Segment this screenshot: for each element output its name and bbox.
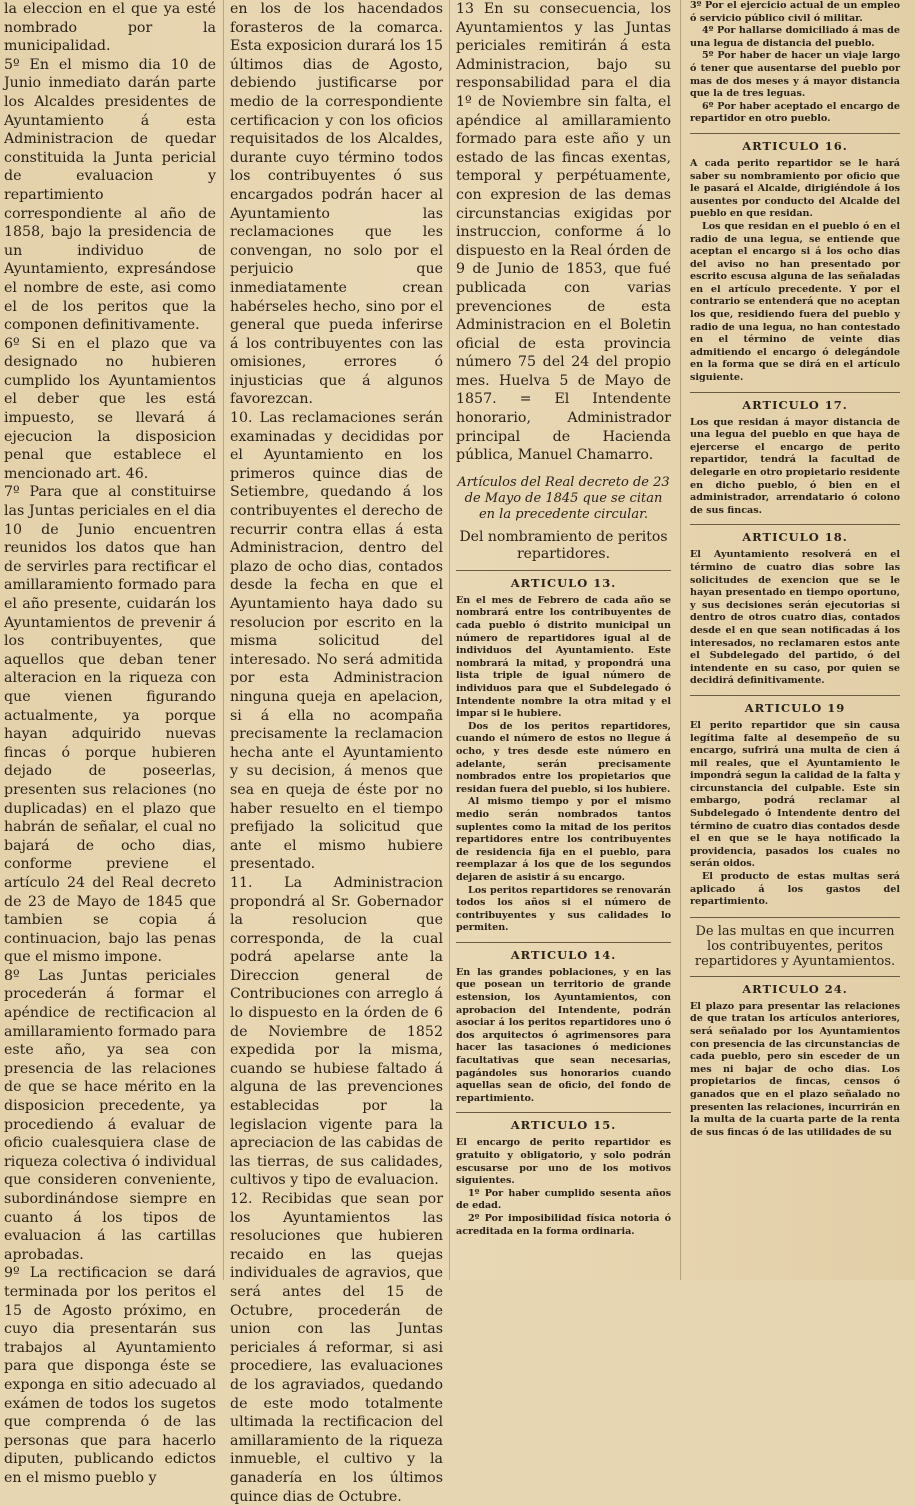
paragraph: Dos de los peritos repartidores, cuando el número de estos no llegue á ocho, y tres desde este número en adelante, serán precisamente nombrados entre los propietarios que residan fuera del pueblo, si los hubiere. — [456, 720, 671, 795]
article-heading: ARTICULO 17. — [690, 392, 900, 412]
paragraph: 2º Por imposibilidad física notoria ó acreditada en la forma ordinaria. — [456, 1212, 671, 1237]
paragraph: 5º En el mismo dia 10 de Junio inmediato darán parte los Alcaldes presidentes de Ayuntamiento á esta Administracion de quedar constituida la Junta pericial de evaluacion y repartimiento correspondiente al año de 1858, bajo la presidencia de un individuo de Ayuntamiento, expresándose el nombre de este, asi como el de los peritos que la componen definitivamente. — [4, 56, 216, 334]
column-rule — [449, 0, 450, 1280]
paragraph: Los que residan en el pueblo ó en el radio de una legua, se entiende que aceptan el encargo si á los ocho dias del aviso no han presentado por escrito escusa alguna de las señaladas en el artículo precedente. Y por el contrario se entenderá que no aceptan los que, residiendo fuera del pueblo y radio de una legua, no han contestado en el término de veinte dias admitiendo el encargo ó delegándole en la forma que se dirá en el artículo siguiente. — [690, 220, 900, 384]
paragraph: El encargo de perito repartidor es gratuito y obligatorio, y solo podrán escusarse por uno de los motivos siguientes. — [456, 1137, 671, 1187]
paragraph: 1º Por haber cumplido sesenta años de edad. — [456, 1187, 671, 1212]
column-rule — [680, 0, 681, 1280]
paragraph: 6º Por haber aceptado el encargo de repartidor en otro pueblo. — [690, 100, 900, 125]
paragraph: Los que residan á mayor distancia de una legua del pueblo en que haya de ejercerse el encargo de perito repartidor, tendrá la facultad de delegarle en otro propietario residente en dicho pueblo, ó bien en el administrador, arrendatario ó colono de sus fincas. — [690, 416, 900, 516]
column-1 — [4, 0, 216, 1488]
paragraph: 7º Para que al constituirse las Juntas periciales en el dia 10 de Junio encuentren reunidos los datos que han de servirles para rectificar el amillaramiento formado para el año presente, cuidarán los Ayuntamientos de prevenir á los contribuyentes, que aquellos que deban tener alteracion en la riqueza con que vienen figurando actualmente, ya porque hayan adquirido nuevas fincas ó porque hubieren dejado de poseerlas, presenten sus relaciones (no duplicadas) en el plazo que habrán de señalar, el cual no bajará de ocho dias, conforme previene el artículo 24 del Real decreto de 23 de Mayo de 1845 que tambien se copia á continuacion, bajo las penas que el mismo impone. — [4, 484, 216, 966]
paragraph: Los peritos repartidores se renovarán todos los años si el número de contribuyentes y sus calidades lo permiten. — [456, 884, 671, 934]
paragraph: El Ayuntamiento resolverá en el término de cuatro dias sobre las solicitudes de exencion que se le hayan presentado en tiempo oportuno, y sus decisiones serán ejecutorias si dentro de otros cuatro dias, contados desde el en que sean notificadas á los interesados, no reclamaren estos ante el Subdelegado del partido, ó del intendente en su caso, por quien se decidirá definitivamente. — [690, 549, 900, 687]
paragraph: 11. La Administracion propondrá al Sr. Gobernador la resolucion que corresponda, de la cual podrá apelarse ante la Direccion general de Contribuciones con arreglo á lo dispuesto en la órden de 6 de Noviembre de 1852 expedida por la misma, cuando se hubiese faltado á alguna de las prevenciones establecidas por la legislacion vigente para la apreciacion de las cabidas de las tierras, de sus calidades, cultivos y tipo de evaluacion. — [230, 874, 443, 1189]
paragraph: 5º Por haber de hacer un viaje largo ó tener que ausentarse del pueblo por mas de dos meses y á mayor distancia que la de tres leguas. — [690, 50, 900, 100]
article-heading: ARTICULO 13. — [456, 570, 671, 590]
paragraph: 10. Las reclamaciones serán examinadas y decididas por el Ayuntamiento en los primeros quince dias de Setiembre, quedando á los contribuyentes el derecho de recurrir contra ellas á esta Administracion, dentro del plazo de ocho dias, contados desde la fecha en que el Ayuntamiento haya dado su resolucion por escrito en la misma solicitud del interesado. No será admitida por esta Administracion ninguna queja en apelacion, si á ella no acompaña precisamente la reclamacion hecha ante el Ayuntamiento y su decision, á menos que sea en queja de éste por no haber resuelto en el tiempo prefijado la solicitud que ante el mismo hubiere presentado. — [230, 410, 443, 873]
article-heading: ARTICULO 24. — [690, 976, 900, 996]
paragraph: 13 En su consecuencia, los Ayuntamientos y las Juntas periciales remitirán á esta Administracion, bajo su responsabilidad para el dia 1º de Noviembre sin falta, el apéndice al amillaramiento formado para este año y un estado de las fincas exentas, temporal y perpétuamente, con expresion de las demas circunstancias exigidas por instruccion, conforme á lo dispuesto en la Real órden de 9 de Junio de 1853, que fué publicada con varias prevenciones de esta Administracion en el Boletin oficial de esta provincia número 75 del 24 del propio mes. Huelva 5 de Mayo de 1857. = El Intendente honorario, Administrador principal de Hacienda pública, Manuel Chamarro. — [456, 1, 671, 464]
paragraph: 4º Por hallarse domiciliado á mas de una legua de distancia del pueblo. — [690, 25, 900, 49]
article-heading: ARTICULO 16. — [690, 133, 900, 153]
article-heading: ARTICULO 18. — [690, 524, 900, 544]
paragraph: 12. Recibidas que sean por los Ayuntamientos las resoluciones que hubieren recaido en las quejas individuales de agravios, que será antes del 15 de Octubre, procederán de union con las Juntas periciales á reformar, si asi procediere, las evaluaciones de los agraviados, quedando de este modo totalmente ultimada la rectificacion del amillaramiento de la riqueza inmueble, el cultivo y la ganadería en los últimos quince dias de Octubre. — [230, 1191, 443, 1505]
paragraph: En el mes de Febrero de cada año se nombrará entre los contribuyentes de cada pueblo ó distrito municipal un número de repartidores igual al de individuos del Ayuntamiento. Este nombrará la mitad, y propondrá una lista triple de igual número de individuos para que el Subdelegado ó Intendente nombre la otra mitad y el impar si le hubiere. — [456, 594, 671, 720]
paragraph: la eleccion en el que ya esté nombrado por la municipalidad. — [4, 1, 216, 55]
paragraph: en los de los hacendados forasteros de la comarca. Esta exposicion durará los 15 últimos dias de Agosto, debiendo justificarse por medio de la correspondiente certificacion y con los oficios requisitados de los Alcaldes, durante cuyo término todos los contribuyentes ó sus encargados podrán hacer al Ayuntamiento las reclamaciones que les convengan, no solo por el perjuicio que inmediatamente crean habérseles hecho, sino por el general que pueda inferirse á los contribuyentes con las omisiones, errores ó injusticias que á algunos favorezcan. — [230, 1, 443, 408]
citation-note: Artículos del Real decreto de 23 de Mayo de 1845 que se citan en la precedente circular. — [457, 474, 670, 522]
paragraph: 6º Si en el plazo que va designado no hubieren cumplido los Ayuntamientos el deber que les está impuesto, se llevará á ejecucion la disposicion penal que establece el mencionado art. 46. — [4, 335, 216, 482]
article-heading: ARTICULO 14. — [456, 942, 671, 962]
section-title: Del nombramiento de peritos repartidores. — [459, 528, 668, 562]
paragraph: El perito repartidor que sin causa legítima falte al desempeño de su encargo, sufrirá una multa de cien á mil reales, que el Ayuntamiento le impondrá segun la calidad de la falta y circunstancia del culpable. Este sin embargo, podrá reclamar al Subdelegado ó Intendente dentro del término de cuatro dias contados desde el en que se le haya notificado la providencia, pasados los cuales no serán oidos. — [690, 719, 900, 870]
paragraph: El plazo para presentar las relaciones de que tratan los artículos anteriores, será señalado por los Ayuntamientos con presencia de las circunstancias de cada pueblo, pero sin esceder de un mes ni bajar de ocho dias. Los propietarios de fincas, censos ó ganados que en el plazo señalado no presenten las relaciones, incurrirán en la multa de la cuarta parte de la renta de sus fincas ó de las utilidades de su — [690, 1000, 900, 1138]
article-heading: ARTICULO 19 — [690, 695, 900, 715]
column-2 — [230, 0, 443, 1506]
paragraph: Al mismo tiempo y por el mismo medio serán nombrados tantos suplentes como la mitad de los peritos repartidores entre los contribuyentes de residencia fija en el pueblo, para reemplazar á los que de los segundos dejaren de asistir á su encargo. — [456, 796, 671, 883]
paragraph: En las grandes poblaciones, y en las que posean un territorio de grande estension, los Ayuntamientos, con aprobacion del Intendente, podrán asociar á los peritos repartidores uno ó dos arquitectos ó agrimensores para hacer las tasaciones ó mediciones facultativas que sean necesarias, pagándoles sus honorarios cuando aquellas sean de oficio, del fondo de repartimiento. — [456, 966, 671, 1104]
column-rule — [223, 0, 224, 1280]
section-title: De las multas en que incurren los contribuyentes, peritos repartidores y Ayuntamientos. — [690, 917, 900, 969]
paragraph: A cada perito repartidor se le hará saber su nombramiento por oficio que le pasará el Alcalde, dirigiéndole á los ausentes por conducto del Alcalde del pueblo en que residan. — [690, 157, 900, 220]
paragraph: 9º La rectificacion se dará terminada por los peritos el 15 de Agosto próximo, en cuyo dia presentarán sus trabajos al Ayuntamiento para que disponga éste se exponga en sitio adecuado al exámen de todos los sugetos que comprenda ó de las personas que para hacerlo diputen, publicando edictos en el mismo pueblo y — [4, 1265, 216, 1486]
column-3 — [456, 0, 671, 1238]
article-heading: ARTICULO 15. — [456, 1112, 671, 1132]
column-4 — [690, 0, 900, 1139]
paragraph: 8º Las Juntas periciales procederán á formar el apéndice de rectificacion al amillaramiento formado para este año, ya sea con presencia de las relaciones de que se hace mérito en la disposicion precedente, ya procediendo á evaluar de oficio cualesquiera clase de riqueza colectiva ó individual que consideren conveniente, subordinándose siempre en cuanto á los tipos de evaluacion á las cartillas aprobadas. — [4, 967, 216, 1263]
paragraph: El producto de estas multas será aplicado á los gastos del repartimiento. — [690, 871, 900, 908]
paragraph: 3º Por el ejercicio actual de un empleo ó servicio público civil ó militar. — [690, 0, 900, 24]
